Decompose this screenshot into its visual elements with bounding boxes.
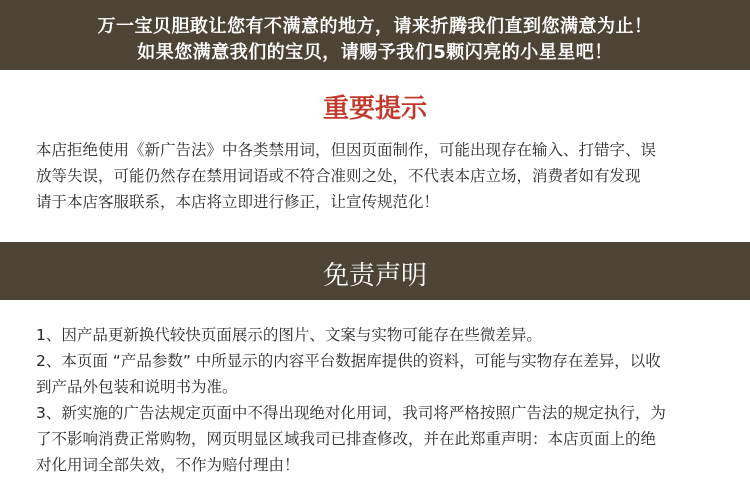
notice-line: 放等失误，可能仍然存在禁用词语或不符合准则之处，不代表本店立场，消费者如有发现 [36, 167, 641, 185]
banner-line-1: 万一宝贝胆敢让您有不满意的地方，请来折腾我们直到您满意为止！ [97, 16, 653, 37]
disclaimer-title: 免责声明 [322, 261, 427, 291]
notice-line: 请于本店客服联系，本店将立即进行修正，让宣传规范化！ [36, 193, 440, 211]
disclaimer-line: 对化用词全部失效，不作为赔付理由！ [36, 456, 300, 474]
disclaimer-line: 3、新实施的广告法规定页面中不得出现绝对化用词，我司将严格按照广告法的规定执行，为 [36, 404, 666, 422]
disclaimer-line: 1、因产品更新换代较快页面展示的图片、文案与实物可能存在些微差异。 [36, 326, 542, 344]
banner-line-2: 如果您满意我们的宝贝，请赐予我们5颗闪亮的小星星吧！ [137, 42, 613, 63]
disclaimer-line: 到产品外包装和说明书为准。 [36, 378, 238, 396]
notice-title: 重要提示 [322, 94, 427, 124]
disclaimer-line: 2、本页面 “产品参数” 中所显示的内容平台数据库提供的资料，可能与实物存在差异，以收 [36, 352, 661, 370]
top-banner [0, 0, 750, 70]
disclaimer-body [36, 322, 718, 478]
disclaimer-banner [0, 242, 750, 300]
notice-body [36, 137, 718, 215]
disclaimer-line: 了不影响消费正常购物，网页明显区域我司已排查修改，并在此郑重声明：本店页面上的绝 [36, 430, 657, 448]
notice-line: 本店拒绝使用《新广告法》中各类禁用词，但因页面制作，可能出现存在输入、打错字、误 [36, 141, 657, 159]
